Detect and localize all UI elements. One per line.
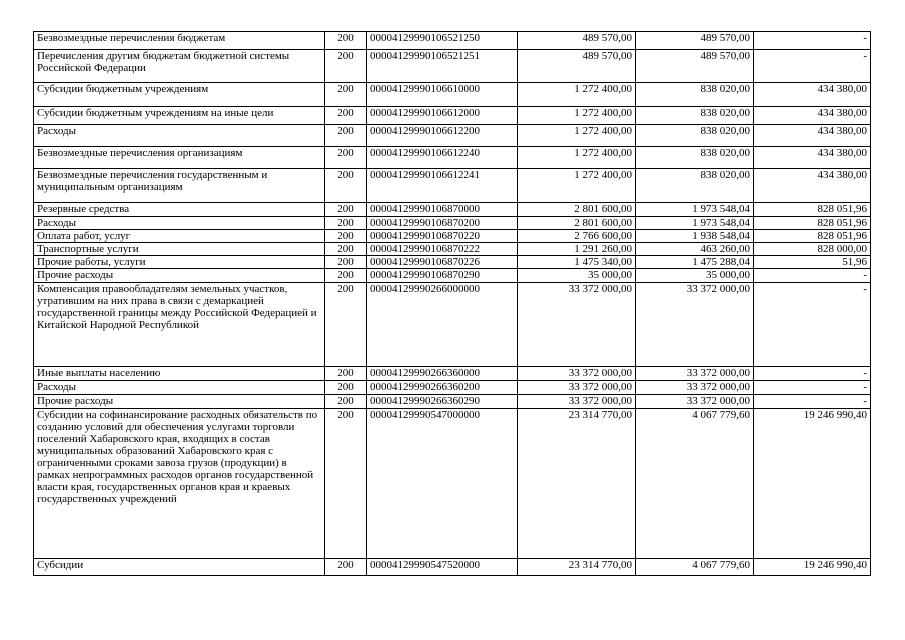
- cell-admin-code: 200: [325, 283, 367, 367]
- cell-budget-code: 00004129990106521250: [367, 32, 518, 50]
- cell-approved-amount: 489 570,00: [518, 32, 636, 50]
- cell-name: Прочие расходы: [34, 395, 325, 409]
- table-row: [34, 559, 871, 576]
- cell-budget-code: 00004129990266360290: [367, 395, 518, 409]
- cell-name: Резервные средства: [34, 203, 325, 217]
- cell-budget-code: 00004129990106870000: [367, 203, 518, 217]
- cell-admin-code: 200: [325, 269, 367, 283]
- table-row: [34, 256, 871, 269]
- cell-name: Расходы: [34, 125, 325, 147]
- table-row: [34, 125, 871, 147]
- table-row: [34, 409, 871, 559]
- cell-admin-code: 200: [325, 147, 367, 169]
- cell-unexecuted-amount: 19 246 990,40: [754, 559, 871, 576]
- cell-admin-code: 200: [325, 203, 367, 217]
- cell-budget-code: 00004129990106612241: [367, 169, 518, 203]
- cell-budget-code: 00004129990266360000: [367, 367, 518, 381]
- cell-admin-code: 200: [325, 107, 367, 125]
- cell-executed-amount: 838 020,00: [636, 107, 754, 125]
- cell-unexecuted-amount: -: [754, 32, 871, 50]
- cell-name: Субсидии: [34, 559, 325, 576]
- cell-name: Безвозмездные перечисления бюджетам: [34, 32, 325, 50]
- cell-name: Прочие расходы: [34, 269, 325, 283]
- cell-approved-amount: 1 272 400,00: [518, 147, 636, 169]
- budget-table-body: [34, 32, 871, 576]
- cell-executed-amount: 4 067 779,60: [636, 559, 754, 576]
- cell-unexecuted-amount: -: [754, 50, 871, 83]
- cell-admin-code: 200: [325, 169, 367, 203]
- table-row: [34, 147, 871, 169]
- cell-unexecuted-amount: 51,96: [754, 256, 871, 269]
- cell-budget-code: 00004129990106870222: [367, 243, 518, 256]
- cell-name: Транспортные услуги: [34, 243, 325, 256]
- cell-budget-code: 00004129990547000000: [367, 409, 518, 559]
- cell-admin-code: 200: [325, 367, 367, 381]
- cell-name: Компенсация правообладателям земельных участков, утратившим на них права в связи с демаркацией государственной границы между Российской Федерацией и Китайской Народной Республикой: [34, 283, 325, 367]
- cell-admin-code: 200: [325, 83, 367, 107]
- cell-name: Иные выплаты населению: [34, 367, 325, 381]
- cell-executed-amount: 838 020,00: [636, 125, 754, 147]
- table-row: [34, 230, 871, 243]
- cell-executed-amount: 4 067 779,60: [636, 409, 754, 559]
- cell-executed-amount: 838 020,00: [636, 169, 754, 203]
- cell-executed-amount: 33 372 000,00: [636, 283, 754, 367]
- cell-unexecuted-amount: -: [754, 367, 871, 381]
- cell-executed-amount: 463 260,00: [636, 243, 754, 256]
- table-row: [34, 203, 871, 217]
- cell-unexecuted-amount: 434 380,00: [754, 107, 871, 125]
- cell-admin-code: 200: [325, 409, 367, 559]
- cell-name: Перечисления другим бюджетам бюджетной системы Российской Федерации: [34, 50, 325, 83]
- cell-approved-amount: 23 314 770,00: [518, 559, 636, 576]
- cell-approved-amount: 33 372 000,00: [518, 367, 636, 381]
- cell-budget-code: 00004129990106610000: [367, 83, 518, 107]
- cell-approved-amount: 1 291 260,00: [518, 243, 636, 256]
- cell-unexecuted-amount: 828 000,00: [754, 243, 871, 256]
- table-row: [34, 381, 871, 395]
- cell-approved-amount: 489 570,00: [518, 50, 636, 83]
- cell-name: Прочие работы, услуги: [34, 256, 325, 269]
- cell-unexecuted-amount: -: [754, 395, 871, 409]
- cell-approved-amount: 33 372 000,00: [518, 395, 636, 409]
- cell-admin-code: 200: [325, 217, 367, 230]
- cell-budget-code: 00004129990106870290: [367, 269, 518, 283]
- cell-approved-amount: 1 272 400,00: [518, 83, 636, 107]
- cell-executed-amount: 1 973 548,04: [636, 203, 754, 217]
- table-row: [34, 243, 871, 256]
- cell-approved-amount: 35 000,00: [518, 269, 636, 283]
- cell-executed-amount: 1 938 548,04: [636, 230, 754, 243]
- cell-name: Субсидии бюджетным учреждениям на иные цели: [34, 107, 325, 125]
- cell-admin-code: 200: [325, 125, 367, 147]
- cell-name: Субсидии на софинансирование расходных обязательств по созданию условий для обеспечения услугами торговли поселений Хабаровского края, входящих в состав муниципальных образований Хабаровского края с ограниченными сроками завоза грузов (продукции) в рамках непрограммных расходов органов государственной власти края, государственных органов края и краевых государственных учреждений: [34, 409, 325, 559]
- cell-approved-amount: 1 272 400,00: [518, 169, 636, 203]
- cell-budget-code: 00004129990106870220: [367, 230, 518, 243]
- table-row: [34, 169, 871, 203]
- cell-unexecuted-amount: 828 051,96: [754, 217, 871, 230]
- cell-budget-code: 00004129990547520000: [367, 559, 518, 576]
- cell-approved-amount: 33 372 000,00: [518, 283, 636, 367]
- cell-name: Безвозмездные перечисления организациям: [34, 147, 325, 169]
- cell-approved-amount: 2 801 600,00: [518, 217, 636, 230]
- table-row: [34, 367, 871, 381]
- table-row: [34, 395, 871, 409]
- cell-unexecuted-amount: 434 380,00: [754, 83, 871, 107]
- cell-unexecuted-amount: 434 380,00: [754, 147, 871, 169]
- cell-admin-code: 200: [325, 395, 367, 409]
- cell-executed-amount: 838 020,00: [636, 147, 754, 169]
- cell-budget-code: 00004129990106612000: [367, 107, 518, 125]
- cell-executed-amount: 489 570,00: [636, 50, 754, 83]
- cell-unexecuted-amount: 434 380,00: [754, 125, 871, 147]
- cell-name: Субсидии бюджетным учреждениям: [34, 83, 325, 107]
- table-row: [34, 32, 871, 50]
- table-row: [34, 83, 871, 107]
- cell-budget-code: 00004129990106870200: [367, 217, 518, 230]
- cell-executed-amount: 489 570,00: [636, 32, 754, 50]
- cell-unexecuted-amount: 434 380,00: [754, 169, 871, 203]
- table-row: [34, 50, 871, 83]
- cell-executed-amount: 1 475 288,04: [636, 256, 754, 269]
- cell-budget-code: 00004129990106870226: [367, 256, 518, 269]
- table-row: [34, 107, 871, 125]
- cell-unexecuted-amount: -: [754, 283, 871, 367]
- cell-unexecuted-amount: -: [754, 381, 871, 395]
- cell-unexecuted-amount: 828 051,96: [754, 230, 871, 243]
- cell-admin-code: 200: [325, 230, 367, 243]
- cell-approved-amount: 1 272 400,00: [518, 125, 636, 147]
- cell-name: Расходы: [34, 381, 325, 395]
- cell-unexecuted-amount: 828 051,96: [754, 203, 871, 217]
- cell-admin-code: 200: [325, 559, 367, 576]
- table-row: [34, 269, 871, 283]
- cell-budget-code: 00004129990106612240: [367, 147, 518, 169]
- cell-unexecuted-amount: 19 246 990,40: [754, 409, 871, 559]
- cell-budget-code: 00004129990266000000: [367, 283, 518, 367]
- cell-executed-amount: 33 372 000,00: [636, 367, 754, 381]
- cell-approved-amount: 23 314 770,00: [518, 409, 636, 559]
- cell-executed-amount: 1 973 548,04: [636, 217, 754, 230]
- cell-budget-code: 00004129990106521251: [367, 50, 518, 83]
- cell-admin-code: 200: [325, 381, 367, 395]
- cell-admin-code: 200: [325, 50, 367, 83]
- cell-budget-code: 00004129990106612200: [367, 125, 518, 147]
- cell-executed-amount: 838 020,00: [636, 83, 754, 107]
- cell-executed-amount: 35 000,00: [636, 269, 754, 283]
- cell-executed-amount: 33 372 000,00: [636, 381, 754, 395]
- cell-admin-code: 200: [325, 256, 367, 269]
- cell-admin-code: 200: [325, 243, 367, 256]
- table-row: [34, 283, 871, 367]
- cell-executed-amount: 33 372 000,00: [636, 395, 754, 409]
- cell-approved-amount: 2 801 600,00: [518, 203, 636, 217]
- table-row: [34, 217, 871, 230]
- cell-name: Расходы: [34, 217, 325, 230]
- cell-name: Безвозмездные перечисления государственным и муниципальным организациям: [34, 169, 325, 203]
- cell-name: Оплата работ, услуг: [34, 230, 325, 243]
- cell-approved-amount: 2 766 600,00: [518, 230, 636, 243]
- cell-budget-code: 00004129990266360200: [367, 381, 518, 395]
- budget-table: [33, 31, 871, 576]
- cell-approved-amount: 33 372 000,00: [518, 381, 636, 395]
- cell-approved-amount: 1 272 400,00: [518, 107, 636, 125]
- cell-admin-code: 200: [325, 32, 367, 50]
- cell-unexecuted-amount: -: [754, 269, 871, 283]
- cell-approved-amount: 1 475 340,00: [518, 256, 636, 269]
